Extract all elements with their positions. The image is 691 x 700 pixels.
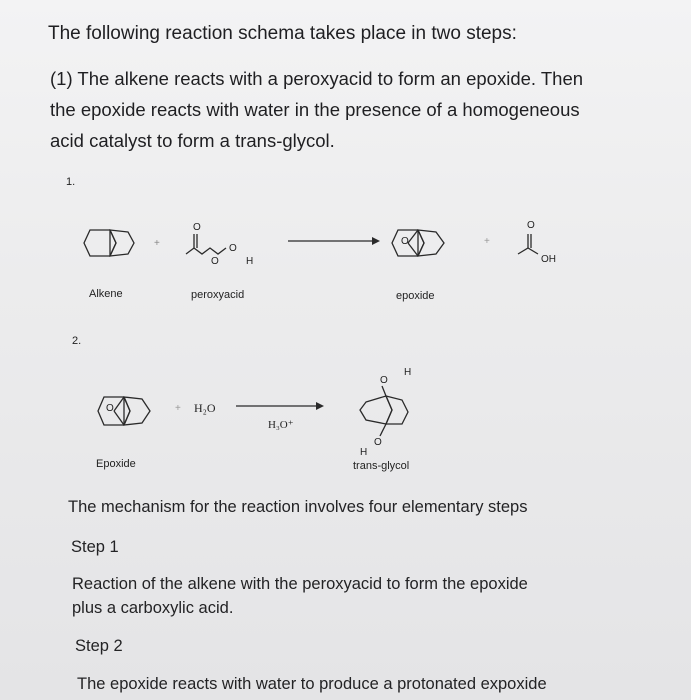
hydroxyl-oxygen-top: O — [380, 375, 388, 386]
epoxide-oxygen: O — [106, 403, 114, 414]
mechanism-intro: The mechanism for the reaction involves four elementary steps — [68, 498, 528, 516]
reaction-arrow-2 — [236, 401, 324, 411]
step1-text-line: Reaction of the alkene with the peroxyacid to form the epoxide — [72, 575, 528, 593]
step2-title: Step 2 — [75, 637, 123, 655]
peroxy-oxygen: O — [229, 243, 237, 254]
acid-carbonyl-oxygen: O — [527, 220, 535, 231]
hydroxyl-hydrogen-top: H — [404, 367, 412, 378]
scheme-number-2: 2. — [72, 335, 82, 347]
scheme-number-1: 1. — [66, 176, 76, 188]
acid-hydroxyl: OH — [541, 254, 556, 265]
epoxide-label: epoxide — [396, 290, 435, 302]
step1-text-line: plus a carboxylic acid. — [72, 599, 234, 617]
plus-sign: + — [175, 403, 181, 414]
hydroxyl-hydrogen-bottom: H — [360, 447, 368, 458]
reaction-description — [50, 63, 583, 156]
carbonyl-oxygen: O — [193, 222, 201, 233]
question-heading: The following reaction schema takes place in two steps: — [48, 23, 517, 44]
epoxide-structure — [388, 224, 450, 262]
alkene-structure — [82, 226, 136, 260]
description-line: the epoxide reacts with water in the presence of a homogeneous — [50, 99, 580, 120]
catalyst-formula: H₃O⁺ — [268, 419, 294, 431]
epoxide-reactant-label: Epoxide — [96, 458, 136, 470]
epoxide-reactant-structure — [94, 393, 156, 429]
peroxy-hydrogen: H — [246, 256, 254, 267]
peroxyacid-label: peroxyacid — [191, 289, 245, 301]
water-formula: H₂O — [194, 401, 216, 415]
step2-text: The epoxide reacts with water to produce a protonated expoxide — [77, 675, 547, 693]
reaction-arrow-1 — [288, 236, 380, 246]
step1-title: Step 1 — [71, 538, 119, 556]
plus-sign: + — [154, 238, 160, 249]
hydroxyl-oxygen-bottom: O — [374, 437, 382, 448]
ester-oxygen: O — [211, 256, 219, 267]
plus-sign: + — [484, 236, 490, 247]
description-line: (1) The alkene reacts with a peroxyacid to form an epoxide. Then — [50, 68, 584, 89]
alkene-label: Alkene — [89, 288, 123, 300]
epoxide-oxygen: O — [401, 236, 409, 247]
description-line: acid catalyst to form a trans-glycol. — [50, 130, 335, 151]
trans-glycol-label: trans-glycol — [353, 460, 410, 472]
